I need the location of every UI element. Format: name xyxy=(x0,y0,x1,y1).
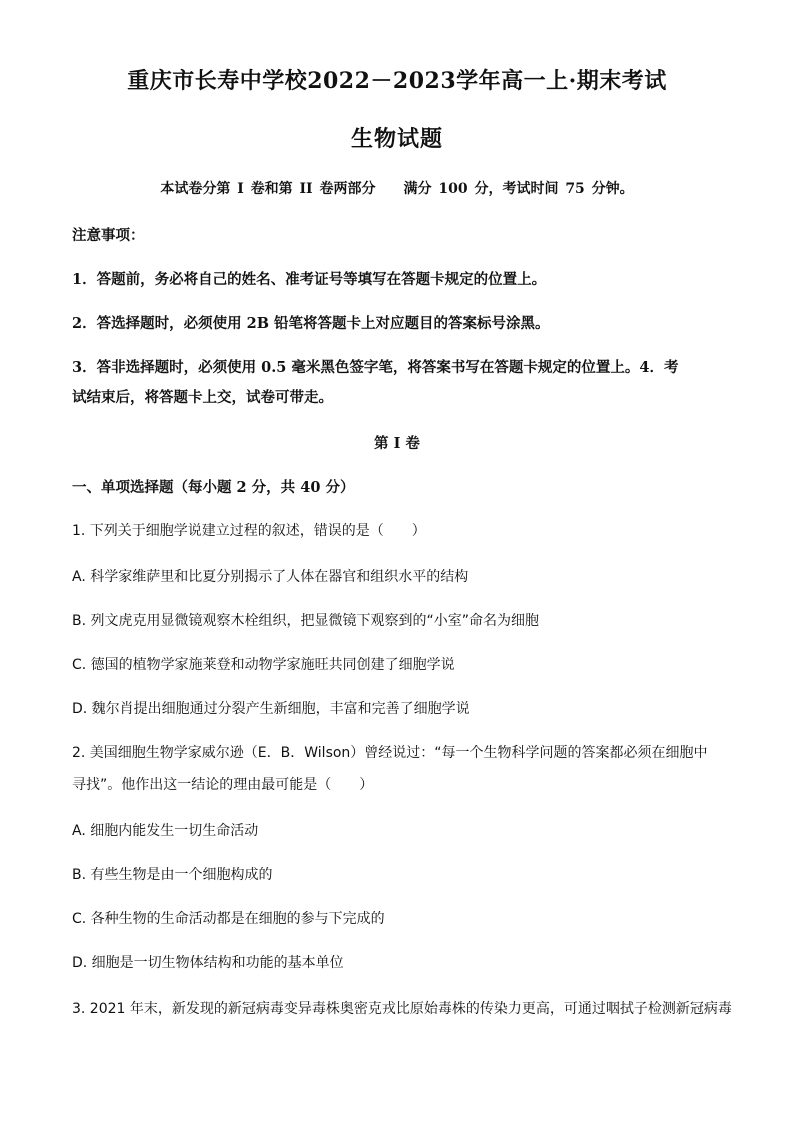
part-label: 第 I 卷 xyxy=(374,435,420,452)
q1-stem: 1. 下列关于细胞学说建立过程的叙述，错误的是（ ） xyxy=(72,523,426,539)
q1-option-a: A. 科学家维萨里和比夏分别揭示了人体在器官和组织水平的结构 xyxy=(72,569,469,585)
q1-option-c: C. 德国的植物学家施莱登和动物学家施旺共同创建了细胞学说 xyxy=(72,657,455,673)
q1-option-d: D. 魏尔肖提出细胞通过分裂产生新细胞，丰富和完善了细胞学说 xyxy=(72,701,470,717)
exam-title: 重庆市长寿中学校2022－2023学年高一上·期末考试 xyxy=(127,68,667,94)
note-item-2: 2．答选择题时，必须使用 2B 铅笔将答题卡上对应题目的答案标号涂黑。 xyxy=(72,315,550,332)
q2-stem-line2: 寻找”。他作出这一结论的理由最可能是（ ） xyxy=(72,777,374,793)
q3-stem-line1: 3. 2021 年末，新发现的新冠病毒变异毒株奥密克戎比原始毒株的传染力更高，可通过咽拭子检测新冠病毒 xyxy=(72,1001,732,1017)
q2-option-b: B. 有些生物是由一个细胞构成的 xyxy=(72,867,273,883)
q2-option-a: A. 细胞内能发生一切生命活动 xyxy=(72,823,259,839)
q2-stem-line1: 2. 美国细胞生物学家威尔逊（E．B．Wilson）曾经说过：“每一个生物科学问题的答案都必须在细胞中 xyxy=(72,745,708,761)
section-heading: 一、单项选择题（每小题 2 分，共 40 分） xyxy=(72,479,355,496)
note-item-3-line1: 3．答非选择题时，必须使用 0.5 毫米黑色签字笔，将答案书写在答题卡规定的位置上。4．考 xyxy=(72,359,679,376)
exam-info: 本试卷分第 I 卷和第 II 卷两部分 满分 100 分，考试时间 75 分钟。 xyxy=(160,181,634,197)
note-item-3-line2: 试结束后，将答题卡上交，试卷可带走。 xyxy=(72,389,333,406)
notes-heading: 注意事项： xyxy=(72,227,145,244)
q2-option-c: C. 各种生物的生命活动都是在细胞的参与下完成的 xyxy=(72,911,385,927)
exam-subject: 生物试题 xyxy=(350,126,443,152)
note-item-1: 1．答题前，务必将自己的姓名、准考证号等填写在答题卡规定的位置上。 xyxy=(72,271,547,288)
q1-option-b: B. 列文虎克用显微镜观察木栓组织，把显微镜下观察到的“小室”命名为细胞 xyxy=(72,613,540,629)
q2-option-d: D. 细胞是一切生物体结构和功能的基本单位 xyxy=(72,955,344,971)
